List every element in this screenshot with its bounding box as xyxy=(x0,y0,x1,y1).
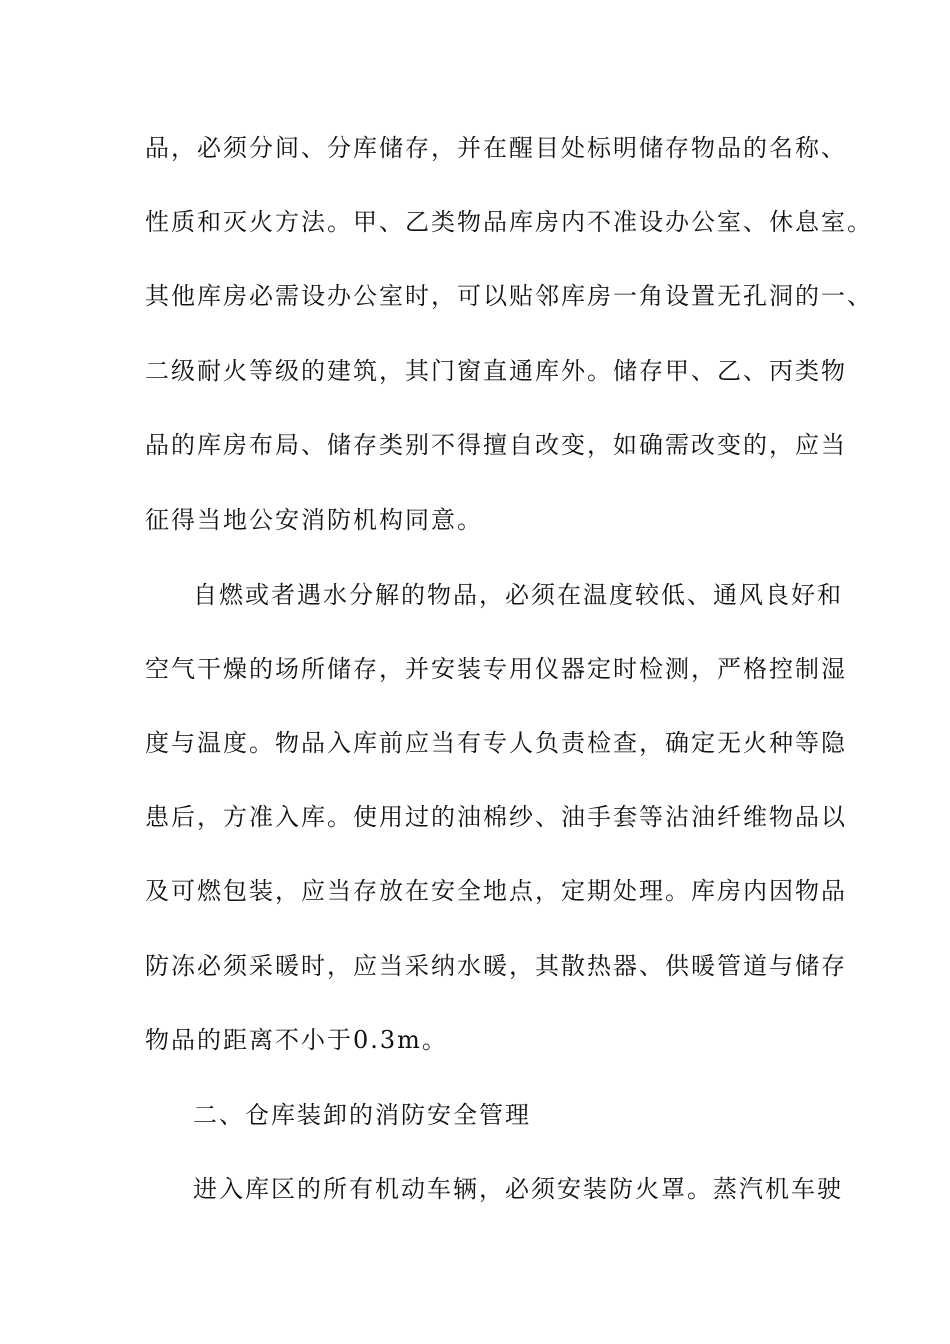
paragraph-line: 性质和灭火方法。甲、乙类物品库房内不准设办公室、休息室。 xyxy=(145,208,873,236)
paragraph-line: 二级耐火等级的建筑，其门窗直通库外。储存甲、乙、丙类物 xyxy=(145,357,847,385)
paragraph-line: 其他库房必需设办公室时，可以贴邻库房一角设置无孔洞的一、 xyxy=(145,282,873,310)
paragraph-line: 征得当地公安消防机构同意。 xyxy=(145,506,483,534)
paragraph-line: 品，必须分间、分库储存，并在醒目处标明储存物品的名称、 xyxy=(145,134,847,162)
paragraph-line: 患后，方准入库。使用过的油棉纱、油手套等沾油纤维物品以 xyxy=(145,803,847,831)
paragraph-line: 品的库房布局、储存类别不得擅自改变，如确需改变的，应当 xyxy=(145,431,847,459)
paragraph-line: 度与温度。物品入库前应当有专人负责检查，确定无火种等隐 xyxy=(145,729,847,757)
paragraph-first-line: 进入库区的所有机动车辆，必须安装防火罩。蒸汽机车驶 xyxy=(193,1175,843,1203)
paragraph-line: 防冻必须采暖时，应当采纳水暖，其散热器、供暖管道与储存 xyxy=(145,952,847,980)
paragraph-line: 物品的距离不小于0.3m。 xyxy=(145,1026,448,1054)
paragraph-first-line: 自燃或者遇水分解的物品，必须在温度较低、通风良好和 xyxy=(193,581,843,609)
paragraph-line: 空气干燥的场所储存，并安装专用仪器定时检测，严格控制湿 xyxy=(145,655,847,683)
section-heading: 二、仓库装卸的消防安全管理 xyxy=(193,1101,531,1129)
paragraph-line: 及可燃包装，应当存放在安全地点，定期处理。库房内因物品 xyxy=(145,877,847,905)
